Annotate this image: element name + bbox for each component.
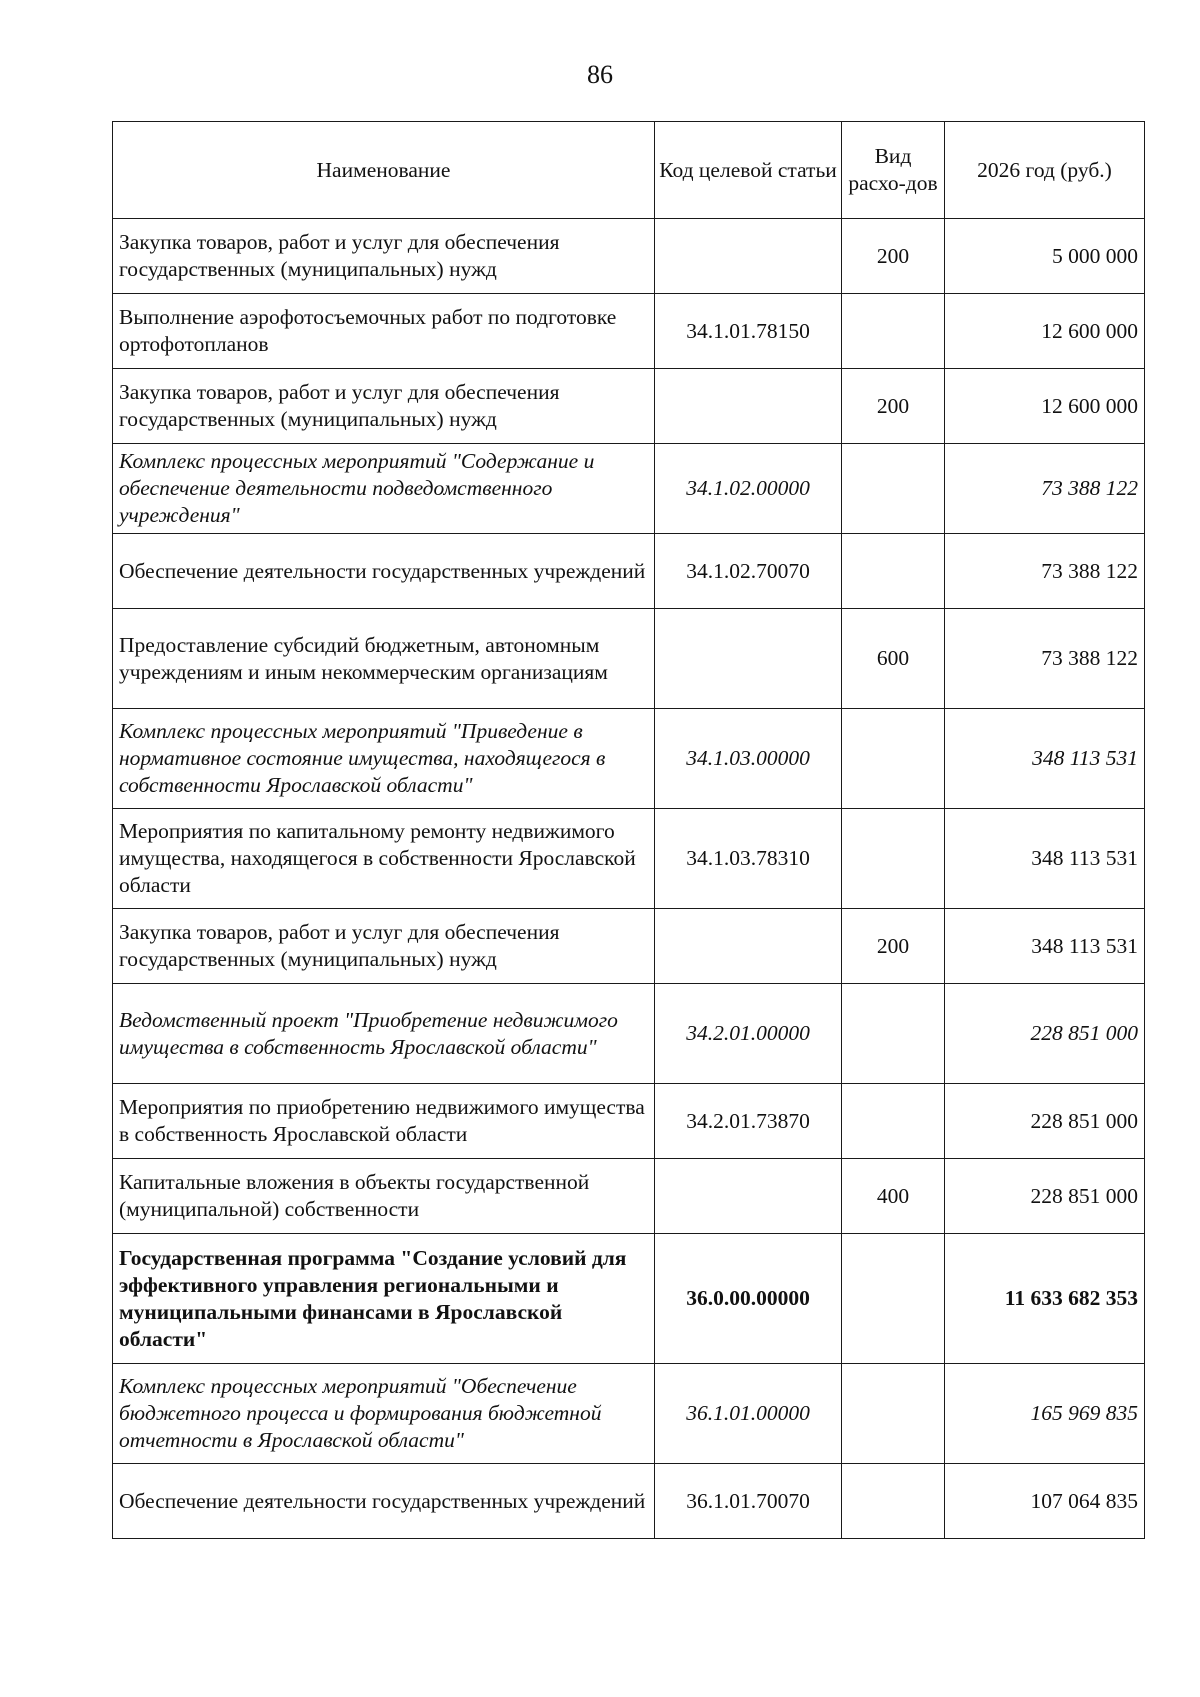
row-amount-cell: 348 113 531 [945,909,1145,984]
table-row [113,609,1145,709]
row-vid-cell [842,984,945,1084]
row-name-cell: Предоставление субсидий бюджетным, автономным учреждениям и иным некоммерческим организациям [113,609,655,709]
row-amount-cell: 73 388 122 [945,444,1145,534]
row-vid-cell [842,1464,945,1539]
row-code-cell [655,219,842,294]
row-name-cell: Комплекс процессных мероприятий "Содержание и обеспечение деятельности подведомственного учреждения" [113,444,655,534]
row-name-cell: Комплекс процессных мероприятий "Приведение в нормативное состояние имущества, находящегося в собственности Ярославской области" [113,709,655,809]
table-row [113,369,1145,444]
row-name-cell: Закупка товаров, работ и услуг для обеспечения государственных (муниципальных) нужд [113,369,655,444]
table-row [113,1364,1145,1464]
table-row [113,1084,1145,1159]
row-name-cell: Закупка товаров, работ и услуг для обеспечения государственных (муниципальных) нужд [113,909,655,984]
table-row [113,709,1145,809]
row-vid-cell [842,809,945,909]
row-amount-cell: 228 851 000 [945,1159,1145,1234]
row-vid-cell: 600 [842,609,945,709]
row-name-cell: Комплекс процессных мероприятий "Обеспечение бюджетного процесса и формирования бюджетной отчетности в Ярославской области" [113,1364,655,1464]
row-amount-cell: 12 600 000 [945,369,1145,444]
row-amount-cell: 5 000 000 [945,219,1145,294]
page-number: 86 [587,60,613,89]
row-name-cell: Выполнение аэрофотосъемочных работ по подготовке ортофотопланов [113,294,655,369]
row-name-cell: Обеспечение деятельности государственных учреждений [113,534,655,609]
row-amount-cell: 107 064 835 [945,1464,1145,1539]
row-amount-cell: 228 851 000 [945,1084,1145,1159]
row-code-cell: 34.2.01.00000 [655,984,842,1084]
row-code-cell [655,1159,842,1234]
row-code-cell [655,609,842,709]
row-code-cell: 34.1.03.00000 [655,709,842,809]
row-name-cell: Ведомственный проект "Приобретение недвижимого имущества в собственность Ярославской области" [113,984,655,1084]
row-code-cell: 34.1.03.78310 [655,809,842,909]
row-vid-cell: 200 [842,219,945,294]
table-row [113,534,1145,609]
table-row [113,909,1145,984]
table-row [113,984,1145,1084]
row-code-cell [655,369,842,444]
table-row [113,444,1145,534]
row-name-cell: Капитальные вложения в объекты государственной (муниципальной) собственности [113,1159,655,1234]
row-code-cell: 36.0.00.00000 [655,1234,842,1364]
row-vid-cell [842,444,945,534]
table-row [113,1159,1145,1234]
row-vid-cell [842,294,945,369]
table-row [113,294,1145,369]
table-row [113,1464,1145,1539]
header-amount: 2026 год (руб.) [945,122,1145,219]
header-name: Наименование [113,122,655,219]
row-name-cell: Мероприятия по капитальному ремонту недвижимого имущества, находящегося в собственности Ярославской области [113,809,655,909]
row-vid-cell: 400 [842,1159,945,1234]
row-vid-cell [842,1364,945,1464]
table-row [113,219,1145,294]
row-vid-cell [842,534,945,609]
row-amount-cell: 11 633 682 353 [945,1234,1145,1364]
table-row [113,809,1145,909]
table-body [113,219,1145,1539]
row-amount-cell: 228 851 000 [945,984,1145,1084]
row-vid-cell [842,1234,945,1364]
row-amount-cell: 73 388 122 [945,609,1145,709]
row-vid-cell [842,1084,945,1159]
row-vid-cell [842,709,945,809]
header-code: Код целевой статьи [655,122,842,219]
row-code-cell: 34.1.02.70070 [655,534,842,609]
table-row [113,1234,1145,1364]
row-code-cell: 36.1.01.70070 [655,1464,842,1539]
row-amount-cell: 165 969 835 [945,1364,1145,1464]
row-name-cell: Мероприятия по приобретению недвижимого имущества в собственность Ярославской области [113,1084,655,1159]
row-vid-cell: 200 [842,909,945,984]
row-vid-cell: 200 [842,369,945,444]
row-code-cell: 34.1.02.00000 [655,444,842,534]
row-amount-cell: 12 600 000 [945,294,1145,369]
budget-table [112,121,1145,1539]
table-header-row [113,122,1145,219]
row-code-cell: 34.1.01.78150 [655,294,842,369]
row-code-cell: 34.2.01.73870 [655,1084,842,1159]
row-amount-cell: 348 113 531 [945,809,1145,909]
row-code-cell [655,909,842,984]
row-amount-cell: 348 113 531 [945,709,1145,809]
row-name-cell: Закупка товаров, работ и услуг для обеспечения государственных (муниципальных) нужд [113,219,655,294]
row-name-cell: Обеспечение деятельности государственных учреждений [113,1464,655,1539]
row-amount-cell: 73 388 122 [945,534,1145,609]
row-code-cell: 36.1.01.00000 [655,1364,842,1464]
header-vid: Вид расхо-дов [842,122,945,219]
row-name-cell: Государственная программа "Создание условий для эффективного управления региональными и муниципальными финансами в Ярославской области" [113,1234,655,1364]
